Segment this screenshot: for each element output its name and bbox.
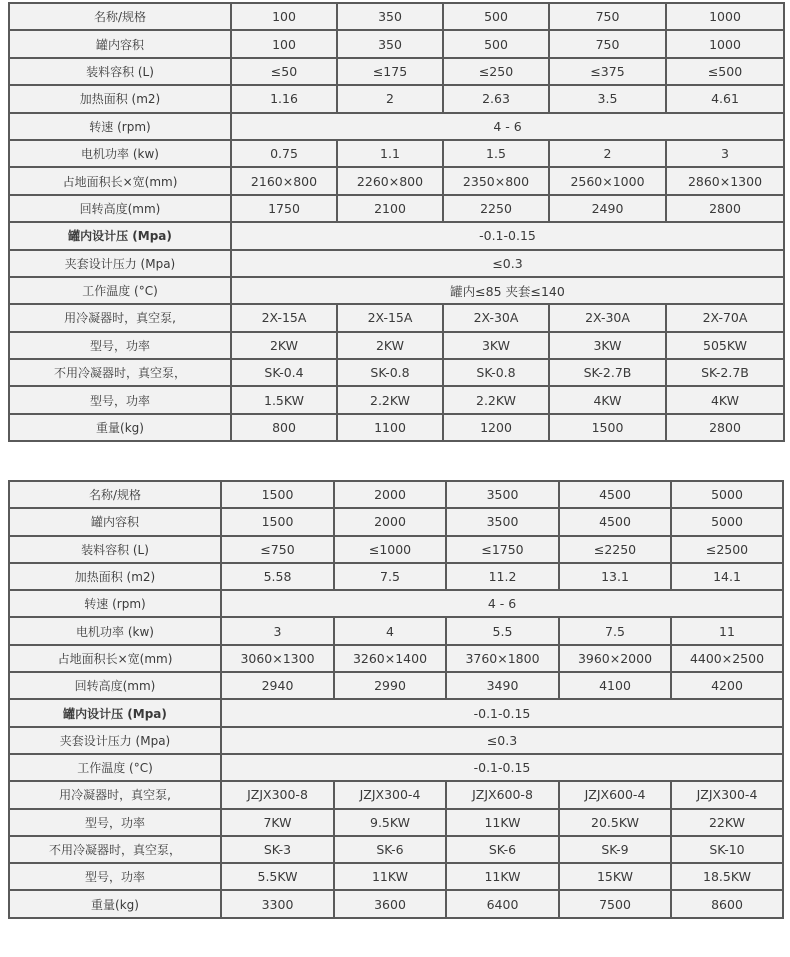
- table-row: [9, 672, 783, 699]
- table-cell: 8600: [671, 890, 783, 917]
- table-row: [9, 30, 784, 57]
- table-cell: 1000: [666, 3, 784, 30]
- table-cell: 1.5: [443, 140, 549, 167]
- table-cell: 22KW: [671, 809, 783, 836]
- table-cell: ≤2500: [671, 536, 783, 563]
- table-cell: 2000: [334, 508, 446, 535]
- row-label: 罐内设计压 (Mpa): [9, 222, 231, 249]
- table-cell: 1.16: [231, 85, 337, 112]
- table-cell: 5.58: [221, 563, 334, 590]
- merged-cell: -0.1-0.15: [221, 699, 783, 726]
- row-label: 加热面积 (m2): [9, 85, 231, 112]
- table-cell: 2800: [666, 414, 784, 441]
- table-cell: 1000: [666, 30, 784, 57]
- row-label: 型号，功率: [9, 386, 231, 413]
- row-label: 重量(kg): [9, 890, 221, 917]
- table-row: [9, 359, 784, 386]
- table-cell: 3500: [446, 481, 559, 508]
- row-label: 电机功率 (kw): [9, 617, 221, 644]
- table-cell: JZJX300-4: [334, 781, 446, 808]
- table-cell: SK-2.7B: [666, 359, 784, 386]
- table-row: [9, 836, 783, 863]
- table-cell: 4.61: [666, 85, 784, 112]
- table-row: [9, 332, 784, 359]
- table-cell: 3960×2000: [559, 645, 671, 672]
- table-cell: ≤500: [666, 58, 784, 85]
- table-cell: 4KW: [666, 386, 784, 413]
- table-cell: SK-3: [221, 836, 334, 863]
- table-cell: 2X-30A: [549, 304, 666, 331]
- table-cell: 4200: [671, 672, 783, 699]
- table-cell: 3600: [334, 890, 446, 917]
- row-label: 加热面积 (m2): [9, 563, 221, 590]
- merged-cell: 罐内≤85 夹套≤140: [231, 277, 784, 304]
- row-label: 罐内设计压 (Mpa): [9, 699, 221, 726]
- table-cell: SK-2.7B: [549, 359, 666, 386]
- table-cell: 6400: [446, 890, 559, 917]
- table-cell: 2.2KW: [443, 386, 549, 413]
- table-cell: 750: [549, 3, 666, 30]
- table-row: [9, 386, 784, 413]
- table-cell: 2KW: [337, 332, 443, 359]
- table-cell: ≤250: [443, 58, 549, 85]
- table-cell: 5.5KW: [221, 863, 334, 890]
- table-cell: 2100: [337, 195, 443, 222]
- table-cell: 11KW: [446, 809, 559, 836]
- table-cell: 1.1: [337, 140, 443, 167]
- row-label: 罐内容积: [9, 30, 231, 57]
- table-cell: 4KW: [549, 386, 666, 413]
- table-row: [9, 890, 783, 917]
- table-cell: 13.1: [559, 563, 671, 590]
- table-cell: SK-0.4: [231, 359, 337, 386]
- row-label: 罐内容积: [9, 508, 221, 535]
- table-row: [9, 481, 783, 508]
- table-cell: 4400×2500: [671, 645, 783, 672]
- table-cell: JZJX300-8: [221, 781, 334, 808]
- table-row: [9, 167, 784, 194]
- row-label: 用冷凝器时，真空泵,: [9, 304, 231, 331]
- table-cell: 2.63: [443, 85, 549, 112]
- table-cell: 15KW: [559, 863, 671, 890]
- table-cell: 11.2: [446, 563, 559, 590]
- table-cell: 1200: [443, 414, 549, 441]
- table-cell: 1100: [337, 414, 443, 441]
- row-label: 不用冷凝器时，真空泵，: [9, 359, 231, 386]
- row-label: 名称/规格: [9, 3, 231, 30]
- table-cell: 7.5: [559, 617, 671, 644]
- table-cell: 2.2KW: [337, 386, 443, 413]
- table-cell: ≤175: [337, 58, 443, 85]
- table-row: [9, 645, 783, 672]
- table-cell: ≤1000: [334, 536, 446, 563]
- row-label: 型号，功率: [9, 332, 231, 359]
- row-label: 型号，功率: [9, 809, 221, 836]
- table-cell: 2490: [549, 195, 666, 222]
- table-cell: 7.5: [334, 563, 446, 590]
- table-row: [9, 195, 784, 222]
- table-cell: 2KW: [231, 332, 337, 359]
- table-cell: 2X-30A: [443, 304, 549, 331]
- table-cell: 5.5: [446, 617, 559, 644]
- table-cell: 2560×1000: [549, 167, 666, 194]
- table-cell: 2X-15A: [231, 304, 337, 331]
- table-cell: 3490: [446, 672, 559, 699]
- table-cell: 11KW: [446, 863, 559, 890]
- row-label: 名称/规格: [9, 481, 221, 508]
- table-cell: JZJX600-8: [446, 781, 559, 808]
- table-cell: 14.1: [671, 563, 783, 590]
- table-cell: 3KW: [549, 332, 666, 359]
- table-cell: 2260×800: [337, 167, 443, 194]
- row-label: 重量(kg): [9, 414, 231, 441]
- table-cell: 3260×1400: [334, 645, 446, 672]
- table-row: [9, 781, 783, 808]
- table-row: [9, 3, 784, 30]
- table-cell: SK-0.8: [337, 359, 443, 386]
- row-label: 不用冷凝器时，真空泵，: [9, 836, 221, 863]
- spec-table-1: [8, 2, 785, 442]
- merged-cell: -0.1-0.15: [231, 222, 784, 249]
- merged-cell: 4 - 6: [231, 113, 784, 140]
- table-cell: 100: [231, 30, 337, 57]
- table-cell: 2800: [666, 195, 784, 222]
- table-cell: 1500: [549, 414, 666, 441]
- table-row: [9, 563, 783, 590]
- table-cell: SK-6: [334, 836, 446, 863]
- table-cell: SK-9: [559, 836, 671, 863]
- table-cell: 2160×800: [231, 167, 337, 194]
- table-cell: 3300: [221, 890, 334, 917]
- table-row: [9, 699, 783, 726]
- table-cell: 4: [334, 617, 446, 644]
- row-label: 回转高度(mm): [9, 672, 221, 699]
- table-cell: 4500: [559, 508, 671, 535]
- table-cell: 800: [231, 414, 337, 441]
- table-cell: 1.5KW: [231, 386, 337, 413]
- table-cell: 5000: [671, 481, 783, 508]
- table-row: [9, 863, 783, 890]
- table-row: [9, 140, 784, 167]
- table-row: [9, 414, 784, 441]
- table-row: [9, 85, 784, 112]
- table-cell: 2990: [334, 672, 446, 699]
- row-label: 转速 (rpm): [9, 590, 221, 617]
- table-cell: 4500: [559, 481, 671, 508]
- table-cell: SK-0.8: [443, 359, 549, 386]
- table-cell: 1750: [231, 195, 337, 222]
- row-label: 用冷凝器时，真空泵,: [9, 781, 221, 808]
- table-cell: 505KW: [666, 332, 784, 359]
- table-cell: SK-10: [671, 836, 783, 863]
- row-label: 占地面积长×宽(mm): [9, 645, 221, 672]
- table-row: [9, 304, 784, 331]
- merged-cell: ≤0.3: [231, 250, 784, 277]
- table-cell: 2000: [334, 481, 446, 508]
- table-cell: 2250: [443, 195, 549, 222]
- row-label: 占地面积长×宽(mm): [9, 167, 231, 194]
- table-row: [9, 809, 783, 836]
- table-cell: ≤750: [221, 536, 334, 563]
- table-cell: 3500: [446, 508, 559, 535]
- table-cell: 2860×1300: [666, 167, 784, 194]
- table-row: [9, 727, 783, 754]
- table-cell: 4100: [559, 672, 671, 699]
- table-cell: 100: [231, 3, 337, 30]
- row-label: 工作温度 (°C): [9, 277, 231, 304]
- table-cell: ≤375: [549, 58, 666, 85]
- table-cell: ≤1750: [446, 536, 559, 563]
- table-cell: SK-6: [446, 836, 559, 863]
- table-row: [9, 250, 784, 277]
- merged-cell: -0.1-0.15: [221, 754, 783, 781]
- table-cell: 9.5KW: [334, 809, 446, 836]
- table-cell: 500: [443, 3, 549, 30]
- row-label: 装料容积 (L): [9, 58, 231, 85]
- table-row: [9, 277, 784, 304]
- table-row: [9, 754, 783, 781]
- table-row: [9, 222, 784, 249]
- table-row: [9, 58, 784, 85]
- row-label: 夹套设计压力 (Mpa): [9, 727, 221, 754]
- row-label: 装料容积 (L): [9, 536, 221, 563]
- table-cell: JZJX600-4: [559, 781, 671, 808]
- table-cell: 20.5KW: [559, 809, 671, 836]
- table-cell: 3060×1300: [221, 645, 334, 672]
- table-cell: 11KW: [334, 863, 446, 890]
- table-cell: ≤50: [231, 58, 337, 85]
- table-cell: 350: [337, 3, 443, 30]
- table-cell: 3KW: [443, 332, 549, 359]
- merged-cell: 4 - 6: [221, 590, 783, 617]
- table-cell: 2940: [221, 672, 334, 699]
- table-cell: 350: [337, 30, 443, 57]
- table-cell: JZJX300-4: [671, 781, 783, 808]
- row-label: 工作温度 (°C): [9, 754, 221, 781]
- table-cell: 2350×800: [443, 167, 549, 194]
- row-label: 回转高度(mm): [9, 195, 231, 222]
- spec-table-2: [8, 480, 784, 919]
- table-cell: 3: [221, 617, 334, 644]
- row-label: 转速 (rpm): [9, 113, 231, 140]
- table-cell: 3: [666, 140, 784, 167]
- table-cell: 2X-15A: [337, 304, 443, 331]
- table-cell: 500: [443, 30, 549, 57]
- merged-cell: ≤0.3: [221, 727, 783, 754]
- table-cell: 1500: [221, 508, 334, 535]
- table-cell: 11: [671, 617, 783, 644]
- row-label: 型号，功率: [9, 863, 221, 890]
- table-cell: 2: [549, 140, 666, 167]
- table-cell: 18.5KW: [671, 863, 783, 890]
- table-row: [9, 617, 783, 644]
- row-label: 电机功率 (kw): [9, 140, 231, 167]
- table-cell: 3.5: [549, 85, 666, 112]
- table-cell: 7KW: [221, 809, 334, 836]
- table-row: [9, 536, 783, 563]
- row-label: 夹套设计压力 (Mpa): [9, 250, 231, 277]
- table-cell: 2: [337, 85, 443, 112]
- table-cell: 2X-70A: [666, 304, 784, 331]
- table-cell: 750: [549, 30, 666, 57]
- table-row: [9, 508, 783, 535]
- table-cell: 3760×1800: [446, 645, 559, 672]
- table-cell: 5000: [671, 508, 783, 535]
- table-cell: 0.75: [231, 140, 337, 167]
- table-row: [9, 113, 784, 140]
- table-cell: ≤2250: [559, 536, 671, 563]
- table-cell: 7500: [559, 890, 671, 917]
- table-cell: 1500: [221, 481, 334, 508]
- table-row: [9, 590, 783, 617]
